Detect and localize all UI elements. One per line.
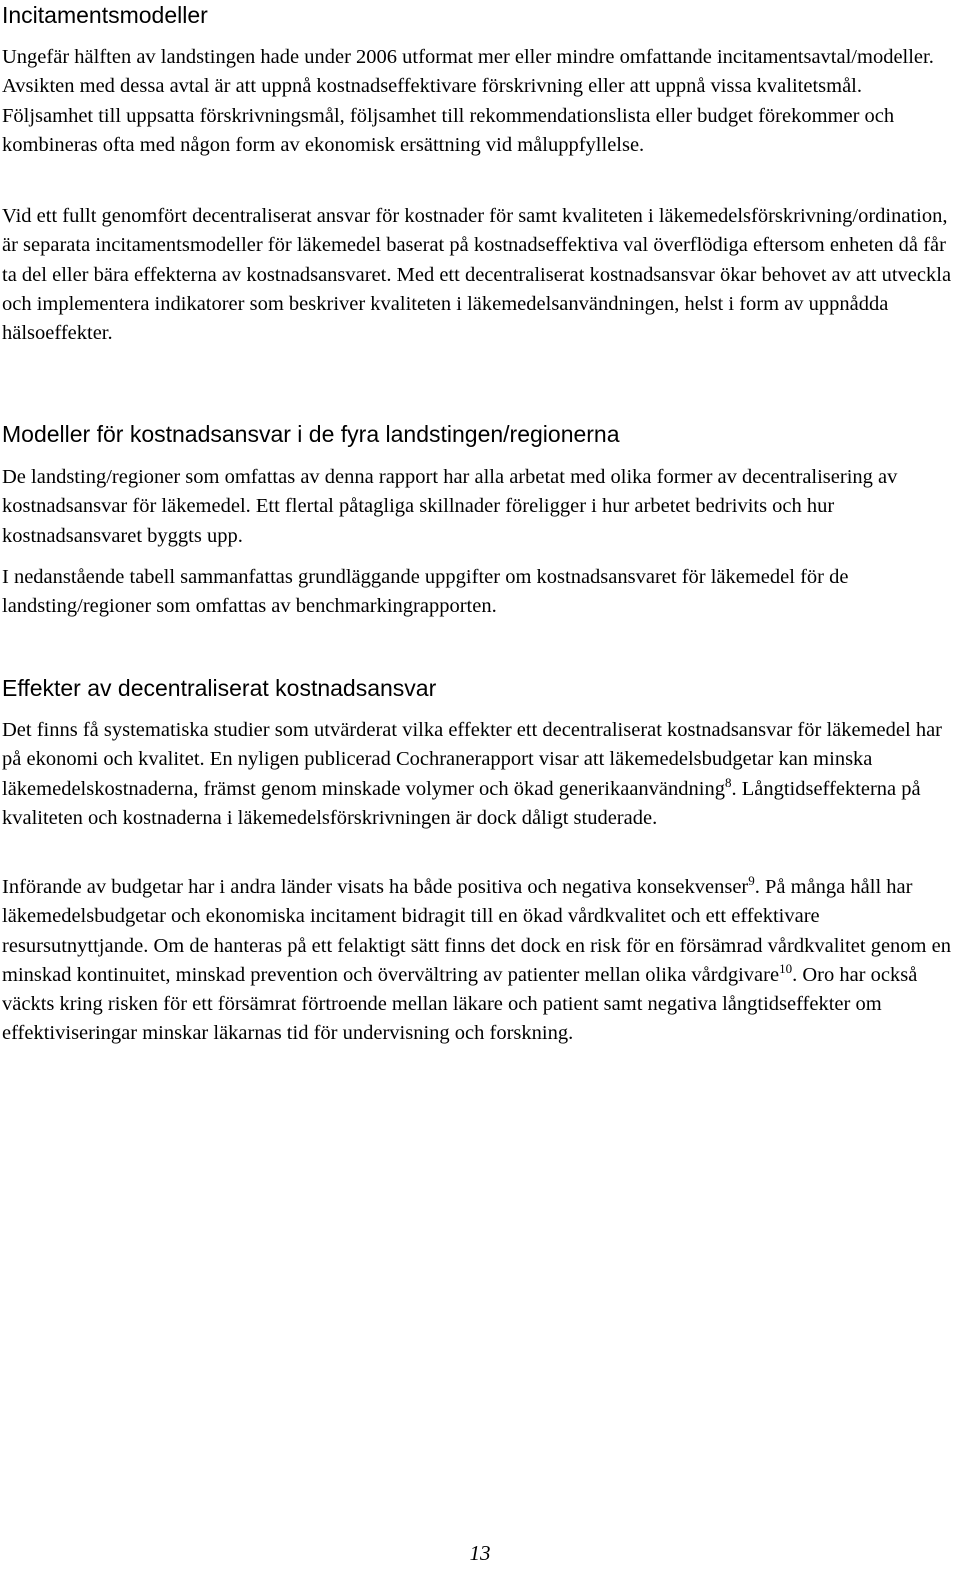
paragraph-effekter-2-text-b: . På många håll har läkemedelsbudgetar och ekonomiska incitament bidragit till en ökad vårdkvalitet och ett effektivare resursutnyttjande. Om de hanteras på ett felaktigt sätt finns det dock en risk för en försämrad vårdkvalitet genom en minskad kontinuitet, minskad prevention och övervältring av patienter mellan olika vårdgivare <box>2 876 951 986</box>
paragraph-effekter-1 <box>2 716 952 833</box>
paragraph-effekter-1-text-b: . Långtidseffekterna på kvaliteten och kostnaderna i läkemedelsförskrivningen är dock dåligt studerade. <box>2 777 921 829</box>
paragraph-effekter-1-text-a: Det finns få systematiska studier som utvärderat vilka effekter ett decentraliserat kostnadsansvar för läkemedel har på ekonomi och kvalitet. En nyligen publicerad Cochranerapport visar att läkemedelsbudgetar kan minska läkemedelskostnaderna, främst genom minskade volymer och ökad generikaanvändning <box>2 719 942 800</box>
section-heading-effekter: Effekter av decentraliserat kostnadsansvar <box>2 675 437 701</box>
section-heading-modeller: Modeller för kostnadsansvar i de fyra landstingen/regionerna <box>2 421 620 447</box>
paragraph-incitament-2: Vid ett fullt genomfört decentraliserat ansvar för kostnader för samt kvaliteten i läkemedelsförskrivning/ordination, är separata incitamentsmodeller för läkemedel baserat på kostnadseffektiva val överflödiga eftersom enheten då får ta del eller bära effekterna av kostnadsansvaret. Med ett decentraliserat kostnadsansvar ökar behovet av att utveckla och implementera indikatorer som beskriver kvaliteten i läkemedelsanvändningen, helst i form av uppnådda hälsoeffekter. <box>2 205 952 345</box>
footnote-ref-8: 8 <box>724 774 732 790</box>
paragraph-effekter-2 <box>2 873 956 1049</box>
footnote-ref-10: 10 <box>779 961 793 977</box>
paragraph-effekter-2-text-c: . Oro har också väckts kring risken för ett försämrat förtroende mellan läkare och patient samt negativa långtidseffekter om effektiviseringar minskar läkarnas tid för undervisning och forskning. <box>2 963 918 1045</box>
section-heading-incitamentsmodeller: Incitamentsmodeller <box>2 2 208 28</box>
paragraph-effekter-2-text-a: Införande av budgetar har i andra länder visats ha både positiva och negativa konsekvenser <box>2 876 749 898</box>
paragraph-incitament-1: Ungefär hälften av landstingen hade under 2006 utformat mer eller mindre omfattande incitamentsavtal/modeller. Avsikten med dessa avtal är att uppnå kostnadseffektivare förskrivning eller att uppnå vissa kvalitetsmål. Följsamhet till uppsatta förskrivningsmål, följsamhet till rekommendationslista eller budget förekommer och kombineras ofta med någon form av ekonomisk ersättning vid måluppfyllelse. <box>2 46 934 156</box>
paragraph-modeller-1: De landsting/regioner som omfattas av denna rapport har alla arbetat med olika former av decentralisering av kostnadsansvar för läkemedel. Ett flertal påtagliga skillnader föreligger i hur arbetet bedrivits och hur kostnadsansvaret byggts upp. <box>2 466 898 547</box>
footnote-ref-9: 9 <box>748 873 755 889</box>
paragraph-modeller-2: I nedanstående tabell sammanfattas grundläggande uppgifter om kostnadsansvaret för läkemedel för de landsting/regioner som omfattas av benchmarkingrapporten. <box>2 566 849 618</box>
page-number: 13 <box>469 1541 491 1565</box>
